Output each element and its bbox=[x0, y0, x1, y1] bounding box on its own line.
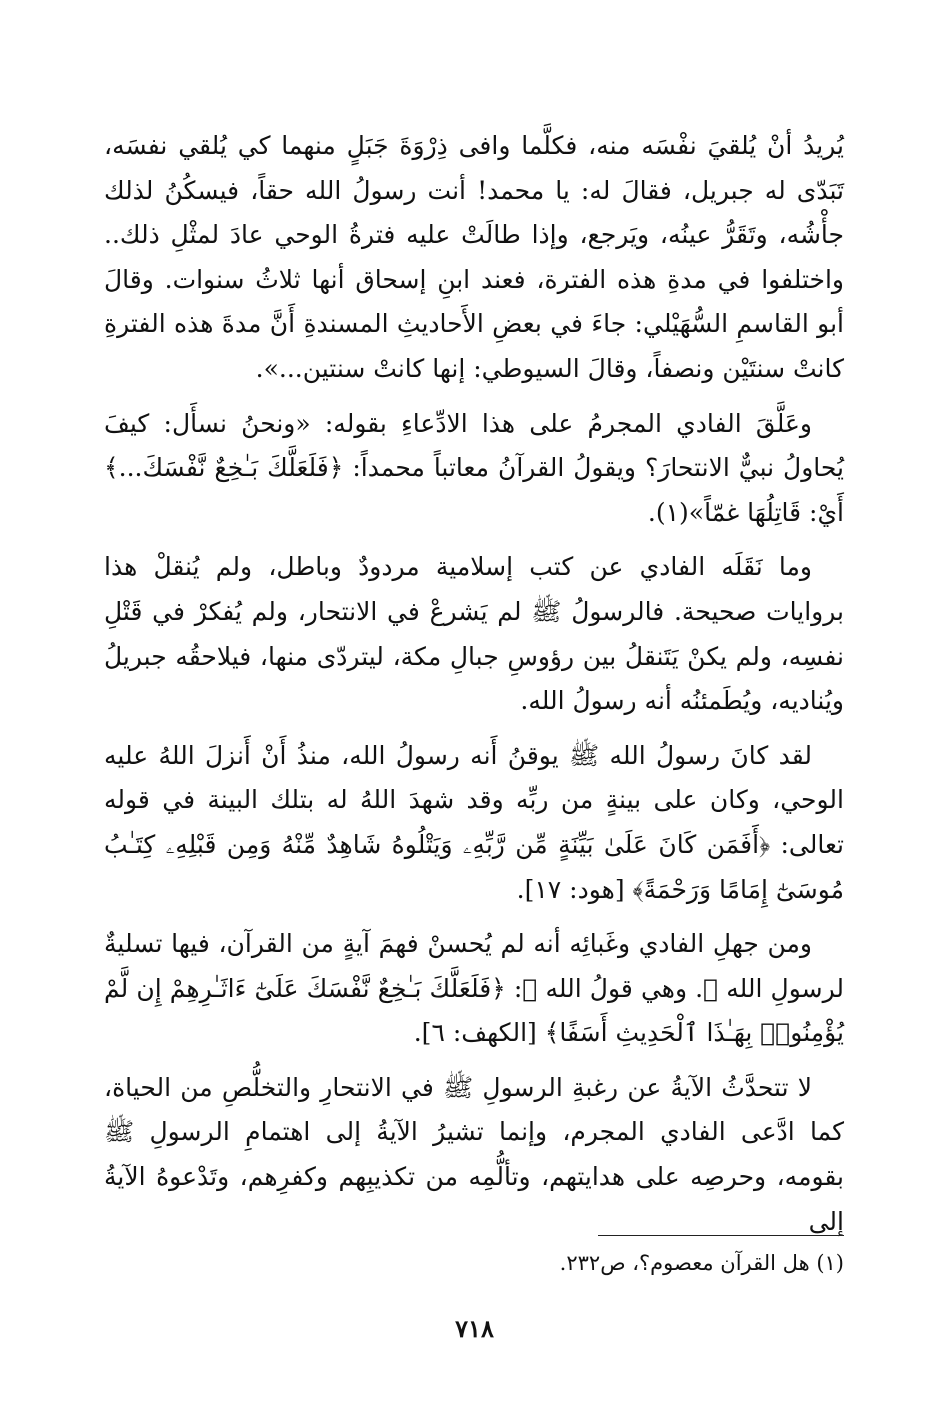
page-number: ٧١٨ bbox=[455, 1314, 494, 1343]
paragraph-6: لا تتحدَّثُ الآيةُ عن رغبةِ الرسولِ ﷺ في الانتحارِ والتخلُّصِ من الحياة، كما ادَّعى الفادي المجرم، وإنما تشيرُ الآيةُ إلى اهتمامِ الرسولِ ﷺ بقومه، وحرصِه على هدايتهم، وتألُّمِه من تكذيبِهم وكفرِهم، وتَدْعوهُ الآيةُ إلى bbox=[104, 1072, 844, 1236]
footnote: (١) هل القرآن معصوم؟، ص٢٣٢. bbox=[559, 1251, 844, 1275]
main-text bbox=[104, 124, 844, 1254]
paragraph-1: يُريدُ أنْ يُلقيَ نفْسَه منه، فكلَّما وافى ذِرْوَةَ جَبَلٍ منهما كي يُلقي نفسَه، تَبَدّى له جبريل، فقالَ له: يا محمد! أنت رسولُ الله حقاً، فيسكُنُ لذلك جأْشُه، وتَقَرُّ عينُه، ويَرجع، وإذا طالَتْ عليه فترةُ الوحي عادَ لمثْلِ ذلك.. واختلفوا في مدةِ هذه الفترة، فعند ابنِ إسحاق أنها ثلاثُ سنوات. وقالَ أبو القاسمِ السُّهَيْلي: جاءَ في بعضِ الأَحاديثِ المسندةِ أَنَّ مدةَ هذه الفترةِ كانتْ سنتَيْن ونصفاً، وقالَ السيوطي: إنها كانتْ سنتين...». bbox=[104, 131, 844, 383]
footnote-divider bbox=[598, 1235, 844, 1236]
paragraph-4: لقد كانَ رسولُ الله ﷺ يوقنُ أَنه رسولُ الله، منذُ أَنْ أَنزلَ اللهُ عليه الوحي، وكان على بينةٍ من ربِّه وقد شهدَ اللهُ له بتلك البينة في قوله تعالى: ﴿أَفَمَن كَانَ عَلَىٰ بَيِّنَةٍ مِّن رَّبِّهِۦ وَيَتْلُوهُ شَاهِدٌ مِّنْهُ وَمِن قَبْلِهِۦ كِتَـٰبُ مُوسَىٰٓ إِمَامًا وَرَحْمَةً﴾ [هود: ١٧]. bbox=[104, 740, 844, 904]
paragraph-5: ومن جهلِ الفادي وغَبائِه أنه لم يُحسنْ فهمَ آيةٍ من القرآن، فيها تسليةٌ لرسولِ الله ﷺ. وهي قولُ الله ﷻ: ﴿فَلَعَلَّكَ بَـٰخِعٌ نَّفْسَكَ عَلَىٰٓ ءَاثَـٰرِهِمْ إِن لَّمْ يُؤْمِنُوا۟ بِهَـٰذَا ٱلْحَدِيثِ أَسَفًا﴾ [الكهف: ٦]. bbox=[104, 929, 844, 1048]
paragraph-3: وما نَقَلَه الفادي عن كتب إسلامية مردودٌ وباطل، ولم يُنقلْ هذا بروايات صحيحة. فالرسولُ ﷺ لم يَشرعْ في الانتحار، ولم يُفكرْ في قَتْلِ نفسِه، ولم يكنْ يَتَنقلُ بين رؤوسِ جبالِ مكة، ليتردّى منها، فيلاحقُه جبريلُ ويُناديه، ويُطَمئنُه أنه رسولُ الله. bbox=[104, 552, 844, 716]
paragraph-2: وعَلَّقَ الفادي المجرمُ على هذا الادِّعاءِ بقوله: «ونحنُ نسأَل: كيفَ يُحاولُ نبيٌّ الانتحارَ؟ ويقولُ القرآنُ معاتباً محمداً: ﴿فَلَعَلَّكَ بَـٰخِعٌ نَّفْسَكَ...﴾ أَيْ: قَاتِلُهَا غمّاً»(١). bbox=[104, 408, 844, 527]
